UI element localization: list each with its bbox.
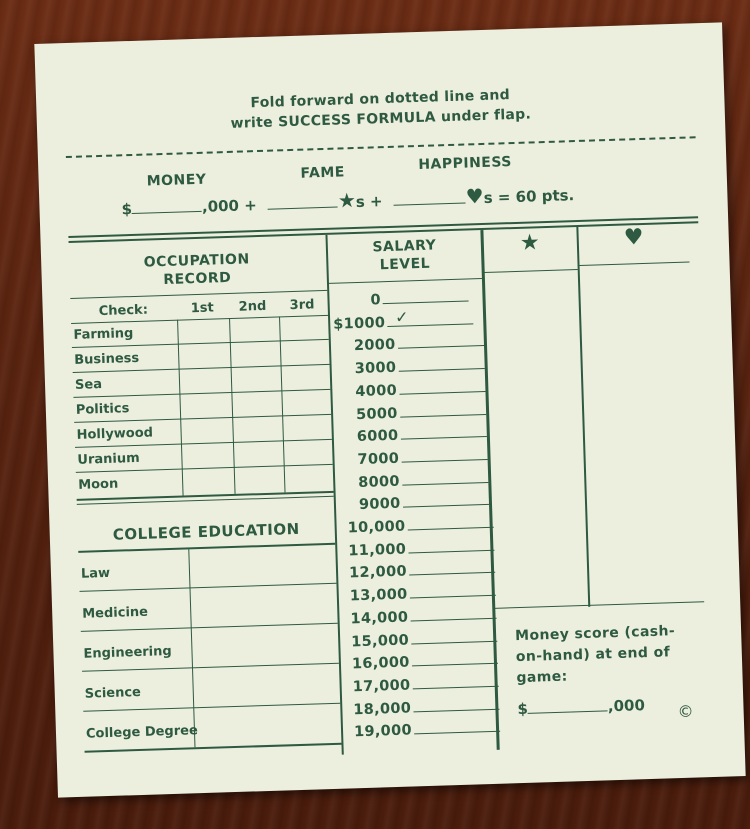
occupation-moon: Moon — [77, 476, 119, 493]
salary-level-row — [359, 492, 489, 513]
college-row-rule — [82, 663, 339, 672]
salary-level-blank[interactable] — [410, 606, 496, 622]
salary-level-value: 18,000 — [353, 700, 412, 718]
money-score-entry — [517, 695, 645, 718]
formula-thousands: ,000 + — [201, 196, 258, 216]
formula-heart-suffix: s = 60 pts. — [483, 186, 575, 207]
salary-level-value: 8000 — [358, 473, 401, 491]
salary-level-row — [349, 560, 495, 582]
college-row-rule — [83, 703, 340, 712]
money-score-line2: on-hand) at end of — [515, 644, 671, 666]
salary-level-blank[interactable] — [414, 719, 500, 735]
occupation-politics: Politics — [75, 401, 130, 418]
salary-level-value: 7000 — [357, 450, 400, 468]
salary-level-value: 19,000 — [353, 722, 413, 741]
salary-level-row — [355, 379, 485, 400]
salary-level-blank[interactable] — [402, 470, 488, 486]
salary-level-value: 9000 — [358, 496, 401, 514]
salary-level-value: 5000 — [355, 405, 398, 423]
salary-level-row — [357, 447, 487, 468]
salary-level-blank[interactable] — [411, 651, 497, 667]
salary-level-blank[interactable] — [383, 288, 469, 304]
fame-blank[interactable] — [268, 193, 338, 210]
salary-level-blank[interactable] — [408, 537, 494, 553]
college-medicine: Medicine — [82, 604, 149, 622]
salary-level-value: 12,000 — [348, 563, 408, 582]
salary-title-line2: LEVEL — [379, 255, 431, 274]
salary-level-blank[interactable] — [397, 333, 483, 349]
star-column-icon: ★ — [519, 230, 541, 256]
salary-level-value: 10,000 — [347, 518, 406, 537]
col-3rd: 3rd — [289, 297, 315, 314]
salary-level-value: 14,000 — [350, 609, 409, 628]
salary-check-mark: ✓ — [394, 307, 410, 327]
salary-level-row — [356, 402, 486, 423]
happiness-label: HAPPINESS — [418, 154, 513, 173]
salary-level-blank[interactable] — [411, 628, 497, 644]
college-col-line — [188, 549, 195, 747]
fold-instruction-line1: Fold forward on dotted line and — [250, 87, 511, 112]
salary-level-row — [354, 333, 484, 354]
college-row-rule — [80, 583, 337, 592]
salary-level-blank[interactable] — [413, 696, 499, 712]
salary-level-row — [348, 537, 494, 559]
salary-level-row — [358, 470, 488, 491]
college-law: Law — [80, 565, 111, 582]
money-score-thousands: ,000 — [607, 696, 646, 716]
salary-level-row — [357, 424, 487, 445]
heart-header-rule — [580, 262, 690, 266]
money-blank[interactable] — [132, 197, 202, 214]
occupation-business: Business — [74, 350, 140, 368]
salary-level-row — [350, 606, 496, 628]
salary-level-blank[interactable] — [409, 583, 495, 599]
salary-level-row — [347, 515, 493, 537]
salary-level-row — [350, 583, 496, 605]
money-score-text — [515, 621, 677, 689]
salary-level-row — [370, 288, 469, 308]
happiness-blank[interactable] — [393, 189, 465, 206]
salary-list — [332, 288, 482, 741]
salary-level-value: 3000 — [354, 359, 397, 378]
occupation-hollywood: Hollywood — [76, 425, 154, 443]
occupation-uranium: Uranium — [77, 450, 140, 468]
salary-level-blank[interactable] — [409, 560, 495, 576]
heart-column-icon: ♥ — [623, 224, 644, 251]
occupation-grid — [71, 315, 333, 499]
salary-level-value: 13,000 — [349, 586, 408, 605]
money-label: MONEY — [146, 171, 207, 190]
fold-dotted-line — [66, 136, 696, 158]
salary-header-rule — [329, 278, 482, 284]
college-science: Science — [84, 684, 142, 702]
salary-level-row — [354, 356, 484, 377]
col-1st: 1st — [190, 300, 214, 317]
money-score-line1: Money score (cash- — [514, 623, 676, 645]
money-score-dollar: $ — [517, 699, 529, 719]
check-label: Check: — [98, 302, 149, 320]
row-rule — [73, 389, 330, 398]
col-2nd: 2nd — [238, 298, 267, 315]
college-grid — [78, 545, 341, 753]
money-score-line3: game: — [516, 668, 568, 687]
salary-title-line1: SALARY — [372, 237, 437, 256]
salary-level-value: 2000 — [353, 337, 396, 355]
salary-level-value: 17,000 — [352, 677, 411, 696]
formula-star-suffix: s + — [355, 192, 383, 211]
heart-icon: ♥ — [465, 183, 485, 209]
fold-instruction-line2: write SUCCESS FORMULA under flap. — [230, 106, 532, 132]
college-degree: College Degree — [85, 723, 199, 742]
salary-level-row — [352, 674, 498, 696]
formula-dollar: $ — [121, 200, 133, 219]
salary-level-blank[interactable] — [387, 307, 473, 327]
salary-level-value: 11,000 — [348, 541, 407, 560]
fame-label: FAME — [300, 164, 346, 182]
salary-level-blank[interactable] — [400, 424, 486, 440]
salary-star-divider — [480, 230, 499, 750]
salary-level-row — [354, 719, 500, 741]
salary-level-blank[interactable] — [398, 356, 484, 372]
salary-level-row — [333, 307, 473, 333]
salary-level-row — [353, 696, 499, 718]
salary-level-blank[interactable] — [402, 492, 488, 508]
salary-level-blank[interactable] — [399, 379, 485, 395]
college-engineering: Engineering — [83, 643, 172, 662]
copyright-icon: © — [677, 701, 694, 722]
college-title: COLLEGE EDUCATION — [112, 519, 300, 544]
salary-level-value: 15,000 — [351, 632, 410, 650]
star-icon: ★ — [337, 187, 357, 213]
money-score-blank[interactable] — [528, 696, 608, 714]
score-card — [34, 22, 745, 797]
occupation-title-line2: RECORD — [163, 269, 232, 289]
salary-level-blank[interactable] — [401, 447, 487, 463]
occupation-title-line1: OCCUPATION — [143, 251, 250, 271]
salary-level-value: 4000 — [355, 382, 398, 400]
salary-level-blank[interactable] — [399, 402, 485, 418]
salary-level-blank[interactable] — [407, 515, 493, 531]
salary-level-row — [351, 628, 497, 650]
salary-level-value: 0 — [370, 292, 382, 309]
occupation-farming: Farming — [73, 326, 134, 343]
salary-level-value: $1000 — [333, 314, 386, 333]
college-row-rule — [81, 623, 338, 632]
columns-bottom-rule — [494, 601, 704, 609]
occupation-sea: Sea — [74, 377, 103, 393]
star-header-rule — [484, 269, 578, 273]
salary-level-value: 6000 — [356, 427, 399, 446]
salary-level-value: 16,000 — [351, 654, 410, 673]
salary-level-row — [352, 651, 498, 673]
salary-level-blank[interactable] — [412, 674, 498, 690]
star-heart-divider — [576, 227, 590, 607]
